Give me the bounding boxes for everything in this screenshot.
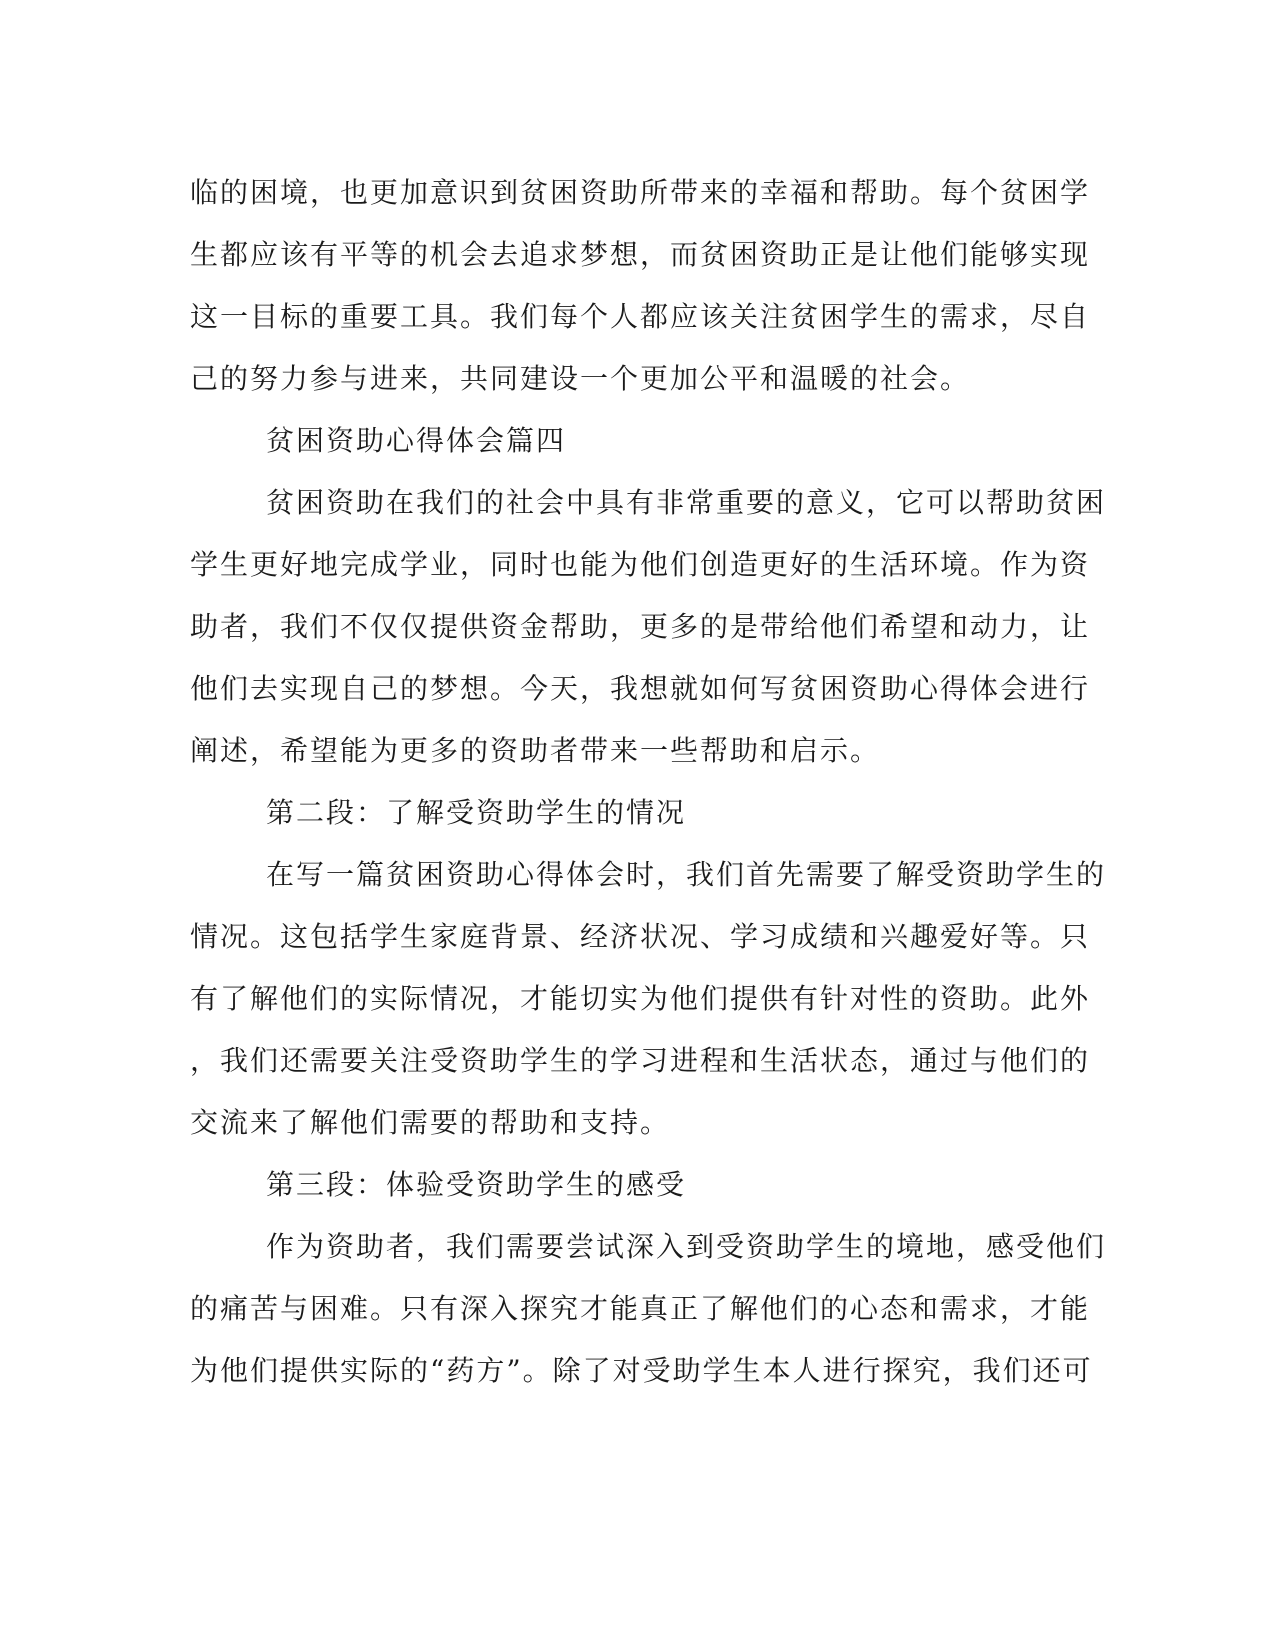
section-heading: 第三段：体验受资助学生的感受 [266, 1168, 687, 1201]
text-line: 的痛苦与困难。只有深入探究才能真正了解他们的心态和需求，才能 [190, 1292, 1091, 1325]
text-line: 阐述，希望能为更多的资助者带来一些帮助和启示。 [190, 734, 881, 767]
text-line: 己的努力参与进来，共同建设一个更加公平和温暖的社会。 [190, 362, 971, 395]
text-line: 情况。这包括学生家庭背景、经济状况、学习成绩和兴趣爱好等。只 [190, 920, 1091, 953]
text-line: 有了解他们的实际情况，才能切实为他们提供有针对性的资助。此外 [190, 982, 1091, 1015]
text-line: 助者，我们不仅仅提供资金帮助，更多的是带给他们希望和动力，让 [190, 610, 1091, 643]
text-line: 学生更好地完成学业，同时也能为他们创造更好的生活环境。作为资 [190, 548, 1091, 581]
text-line: ，我们还需要关注受资助学生的学习进程和生活状态，通过与他们的 [190, 1044, 1091, 1077]
text-line: 贫困资助在我们的社会中具有非常重要的意义，它可以帮助贫困 [266, 486, 1107, 519]
text-line: 生都应该有平等的机会去追求梦想，而贫困资助正是让他们能够实现 [190, 238, 1091, 271]
text-line: 作为资助者，我们需要尝试深入到受资助学生的境地，感受他们 [266, 1230, 1107, 1263]
text-line: 为他们提供实际的“药方”。除了对受助学生本人进行探究，我们还可 [190, 1354, 1093, 1387]
section-heading: 贫困资助心得体会篇四 [266, 424, 567, 457]
text-line: 他们去实现自己的梦想。今天，我想就如何写贫困资助心得体会进行 [190, 672, 1091, 705]
text-line: 这一目标的重要工具。我们每个人都应该关注贫困学生的需求，尽自 [190, 300, 1091, 333]
document-body [190, 162, 1107, 1402]
text-line: 临的困境，也更加意识到贫困资助所带来的幸福和帮助。每个贫困学 [190, 176, 1091, 209]
section-heading: 第二段：了解受资助学生的情况 [266, 796, 687, 829]
text-line: 交流来了解他们需要的帮助和支持。 [190, 1106, 671, 1139]
text-line: 在写一篇贫困资助心得体会时，我们首先需要了解受资助学生的 [266, 858, 1107, 891]
